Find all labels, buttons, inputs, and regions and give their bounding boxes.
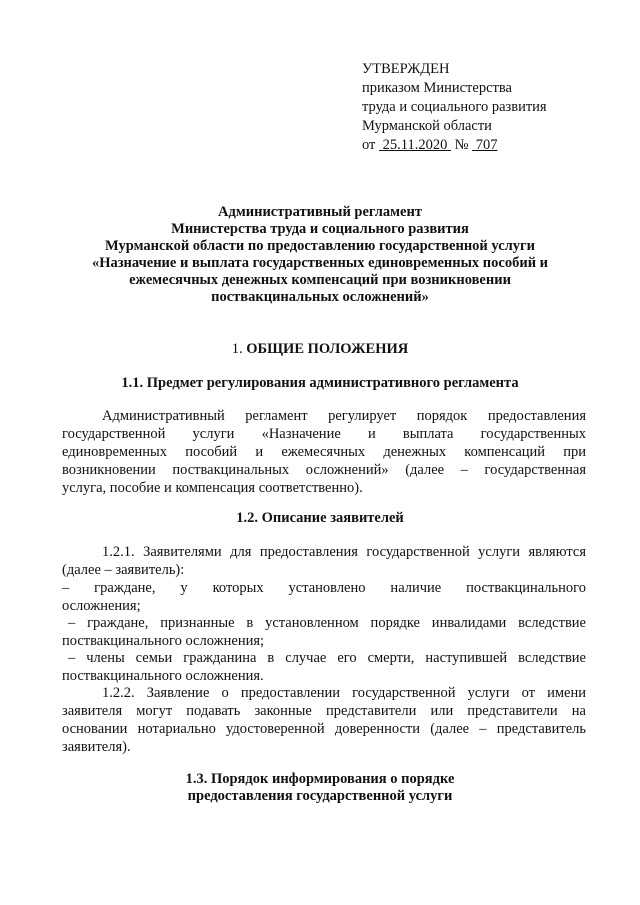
approval-order-line: приказом Министерства [362, 80, 512, 96]
approval-date: 25.11.2020 [382, 137, 448, 153]
paragraph-line: услуга, пособие и компенсация соответственно). [62, 480, 363, 496]
section-1-1-heading: 1.1. Предмет регулирования административного регламента [121, 375, 519, 391]
paragraph-line: 1.2.1. Заявителями для предоставления государственной услуги являются [102, 544, 586, 560]
section-1-1-paragraph [62, 407, 586, 497]
approval-number: 707 [475, 137, 498, 153]
paragraph-line: единовременных пособий и ежемесячных денежных компенсаций при [62, 444, 586, 460]
section-1-2-heading: 1.2. Описание заявителей [236, 510, 404, 526]
paragraph-line: осложнения; [62, 598, 141, 614]
title-line: «Назначение и выплата государственных единовременных пособий и [91, 255, 549, 271]
section-1-2-2-paragraph [62, 684, 586, 756]
paragraph-line: – граждане, признанные в установленном порядке инвалидами вследствие [68, 615, 586, 631]
section-1-2-1-paragraph [62, 543, 586, 579]
applicant-list-item [62, 649, 586, 685]
document-title [60, 204, 580, 306]
applicant-list-item [62, 614, 586, 650]
approval-region-line: Мурманской области [362, 118, 492, 134]
applicant-list-item [62, 579, 586, 615]
section-1-number: 1. [231, 341, 243, 357]
paragraph-line: заявителя могут подавать законные представители или представители на [62, 703, 586, 719]
title-line: Министерства труда и социального развития [171, 221, 469, 237]
approval-ministry-line: труда и социального развития [362, 99, 547, 115]
paragraph-line: заявителя). [62, 739, 131, 755]
section-1-heading [60, 341, 580, 358]
section-1-title: ОБЩИЕ ПОЛОЖЕНИЯ [246, 341, 409, 357]
paragraph-line: – члены семьи гражданина в случае его смерти, наступившей вследствие [68, 650, 586, 666]
approval-from-label: от [362, 137, 376, 153]
approval-date-line [362, 136, 602, 155]
title-line: Административный регламент [218, 204, 422, 220]
paragraph-line: возникновении поствакцинальных осложнений» (далее – государственная [62, 462, 586, 478]
section-1-3-heading-line-2: предоставления государственной услуги [187, 788, 453, 804]
approval-block [362, 60, 602, 155]
section-1-3-heading-line-1: 1.3. Порядок информирования о порядке [185, 771, 455, 787]
paragraph-line: государственной услуги «Назначение и выплата государственных [62, 426, 586, 442]
approval-number-sign: № [454, 137, 469, 153]
paragraph-line: Административный регламент регулирует порядок предоставления [102, 408, 586, 424]
paragraph-line: основании нотариально удостоверенной доверенности (далее – представитель [62, 721, 586, 737]
paragraph-line: 1.2.2. Заявление о предоставлении государственной услуги от имени [102, 685, 586, 701]
title-line: ежемесячных денежных компенсаций при возникновении [129, 272, 511, 288]
title-line: Мурманской области по предоставлению государственной услуги [105, 238, 535, 254]
paragraph-line: (далее – заявитель): [62, 562, 185, 578]
paragraph-line: поствакцинального осложнения; [62, 633, 265, 649]
title-line: поствакцинальных осложнений» [211, 289, 429, 305]
paragraph-line: поствакцинального осложнения. [62, 668, 264, 684]
paragraph-line: – граждане, у которых установлено наличие поствакцинального [62, 580, 586, 596]
approval-title: УТВЕРЖДЕН [362, 61, 450, 77]
